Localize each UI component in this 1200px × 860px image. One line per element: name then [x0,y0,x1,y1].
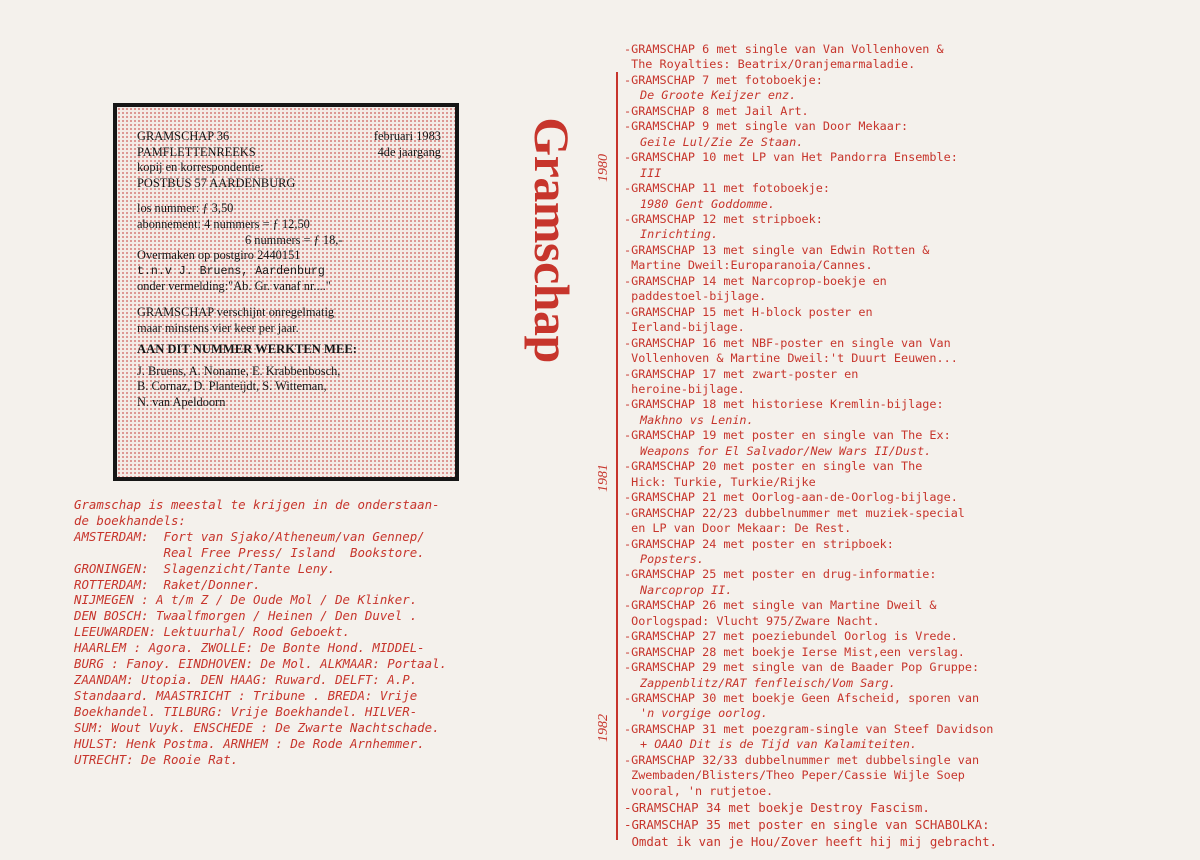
shop-line: HAARLEM : Agora. ZWOLLE: De Bonte Hond. MIDDEL- [74,640,425,656]
shop-line: Real Free Press/ Island Bookstore. [74,544,425,560]
issue-line: -GRAMSCHAP 7 met fotoboekje: [624,72,823,87]
issue-line: -GRAMSCHAP 6 met single van Van Vollenhoven & [624,42,944,56]
issue-line: Weapons for El Salvador/New Wars II/Dust. [640,443,932,458]
issue-line: Makhno vs Lenin. [640,412,754,427]
shop-line: SUM: Wout Vuyk. ENSCHEDE : De Zwarte Nachtschade. [74,719,440,735]
contributors-line: J. Bruens, A. Noname, E. Krabbenbosch, [137,363,341,378]
issue-line: Geile Lul/Zie Ze Staan. [640,134,804,149]
issue-date: februari 1983 [373,129,441,143]
masthead-title: Gramschap [524,117,580,363]
shop-line: HULST: Henk Postma. ARNHEM : De Rode Arnhemmer. [74,735,425,751]
issue-line: -GRAMSCHAP 29 met single van de Baader Pop Gruppe: [624,660,980,675]
frequency-line-2: maar minstens vier keer per jaar. [137,320,299,335]
issue-line: -GRAMSCHAP 8 met Jail Art. [624,103,809,118]
frequency-line-1: GRAMSCHAP verschijnt onregelmatig [137,304,335,319]
issue-line: -GRAMSCHAP 13 met single van Edwin Rotten & [624,242,930,257]
issue-line: Omdat ik van je Hou/Zover heeft hij mij gebracht. [624,834,997,850]
payment-name: t.n.v J. Bruens, Aardenburg [137,264,325,278]
shop-line: DEN BOSCH: Twaalfmorgen / Heinen / Den Duvel . [74,608,418,624]
issue-line: 1980 Gent Goddomme. [640,196,775,211]
issue-line: -GRAMSCHAP 10 met LP van Het Pandorra Ensemble: [624,150,958,165]
shop-line: AMSTERDAM: Fort van Sjako/Atheneum/van Gennep/ [74,528,425,544]
issue-line: -GRAMSCHAP 17 met zwart-poster en [624,366,859,381]
subscription-6: 6 nummers = ƒ 18,- [245,232,343,247]
issue-line: -GRAMSCHAP 11 met fotoboekje: [624,181,830,196]
volume-label: 4de jaargang [377,144,441,159]
issue-line: -GRAMSCHAP 28 met boekje Ierse Mist,een verslag. [624,644,965,659]
shop-line: GRONINGEN: Slagenzicht/Tante Leny. [74,560,336,576]
shop-line: Standaard. MAASTRICHT : Tribune . BREDA: Vrije [74,687,418,703]
issue-label: GRAMSCHAP 36 [137,129,230,143]
column-divider [616,72,618,840]
price-single: los nummer: ƒ 3,50 [137,201,234,216]
colophon-box [113,103,459,481]
issue-line: De Groote Keijzer enz. [640,88,797,103]
issue-line: -GRAMSCHAP 30 met boekje Geen Afscheid, sporen van [624,691,980,706]
issue-line: -GRAMSCHAP 22/23 dubbelnummer met muziek-special [624,505,965,520]
issue-line: Ierland-bijlage. [624,320,745,335]
payment-reference: onder vermelding:"Ab. Gr. vanaf nr...." [137,279,331,294]
contributors-line: N. van Apeldoorn [137,394,226,409]
issue-line: vooral, 'n rutjetoe. [624,783,774,798]
contributors-heading: AAN DIT NUMMER WERKTEN MEE: [137,342,357,357]
contributors-line: B. Cornaz, D. Planteijdt, S. Witteman, [137,379,327,394]
issue-line: heroine-bijlage. [624,381,745,396]
shop-line: de boekhandels: [74,512,186,528]
issue-line: paddestoel-bijlage. [624,289,767,304]
issue-line: -GRAMSCHAP 18 met historiese Kremlin-bijlage: [624,397,944,412]
issue-line: -GRAMSCHAP 27 met poeziebundel Oorlog is Vrede. [624,629,958,644]
issue-line: Zwembaden/Blisters/Theo Peper/Cassie Wijle Soep [624,768,965,783]
year-mark-1982: 1982 [596,714,611,742]
shop-line: NIJMEGEN : A t/m Z / De Oude Mol / De Klinker. [74,592,418,608]
issue-line: en LP van Door Mekaar: De Rest. [624,521,852,536]
year-mark-1981: 1981 [596,464,611,492]
issue-line: -GRAMSCHAP 32/33 dubbelnummer met dubbelsingle van [624,752,980,767]
payment-giro: Overmaken op postgiro 2440151 [137,248,301,263]
colophon-row-issue [137,129,441,145]
shop-line: ZAANDAM: Utopia. DEN HAAG: Ruward. DELFT: A.P. [74,671,418,687]
issue-line: Hick: Turkie, Turkie/Rijke [624,474,816,489]
colophon-row-series [137,145,441,161]
shop-line: UTRECHT: De Rooie Rat. [74,751,239,767]
issue-line: -GRAMSCHAP 24 met poster en stripboek: [624,536,894,551]
issue-line: -GRAMSCHAP 34 met boekje Destroy Fascism. [624,800,930,816]
bookshop-list [74,497,544,767]
series-label: PAMFLETTENREEKS [137,144,256,159]
issue-line: -GRAMSCHAP 20 met poster en single van The [624,459,923,474]
issue-line: III [640,165,662,180]
issue-line: -GRAMSCHAP 25 met poster en drug-informatie: [624,567,937,582]
issue-line: -GRAMSCHAP 14 met Narcoprop-boekje en [624,273,887,288]
issue-line: -GRAMSCHAP 26 met single van Martine Dweil & [624,598,937,613]
issue-line: Vollenhoven & Martine Dweil:'t Duurt Eeuwen... [624,351,958,366]
issue-line: -GRAMSCHAP 21 met Oorlog-aan-de-Oorlog-bijlage. [624,490,958,505]
shop-line: ROTTERDAM: Raket/Donner. [74,576,261,592]
issue-line: -GRAMSCHAP 31 met poezgram-single van Steef Davidson [624,721,994,736]
issue-line: -GRAMSCHAP 19 met poster en single van The Ex: [624,428,951,443]
issue-line: Popsters. [640,551,704,566]
issue-line: Zappenblitz/RAT fenfleisch/Vom Sarg. [640,675,896,690]
shop-line: Gramschap is meestal te krijgen in de onderstaan- [74,497,440,512]
issue-line: 'n vorgige oorlog. [640,706,768,721]
issue-line: -GRAMSCHAP 12 met stripboek: [624,211,823,226]
subscription-4: abonnement: 4 nummers = ƒ 12,50 [137,216,310,231]
issue-line: -GRAMSCHAP 15 met H-block poster en [624,304,873,319]
postal-address: POSTBUS 57 AARDENBURG [137,175,296,190]
issue-line: -GRAMSCHAP 35 met poster en single van SCHABOLKA: [624,817,990,833]
issue-line: Martine Dweil:Europaranoia/Cannes. [624,258,873,273]
shop-line: Boekhandel. TILBURG: Vrije Boekhandel. HILVER- [74,703,418,719]
issue-line: -GRAMSCHAP 16 met NBF-poster en single van Van [624,335,951,350]
issue-line: Inrichting. [640,227,719,242]
contact-label: kopij en korrespondentie: [137,160,264,175]
issue-line: The Royalties: Beatrix/Oranjemarmaladie. [624,57,916,72]
shop-line: LEEUWARDEN: Lektuurhal/ Rood Geboekt. [74,624,351,640]
shop-line: BURG : Fanoy. EINDHOVEN: De Mol. ALKMAAR: Portaal. [74,656,447,672]
issue-list [624,42,1184,850]
issue-line: Oorlogspad: Vlucht 975/Zware Nacht. [624,613,880,628]
issue-line: Narcoprop II. [640,582,733,597]
issue-line: + OAAO Dit is de Tijd van Kalamiteiten. [640,737,917,752]
year-mark-1980: 1980 [596,154,611,182]
issue-line: -GRAMSCHAP 9 met single van Door Mekaar: [624,119,909,134]
